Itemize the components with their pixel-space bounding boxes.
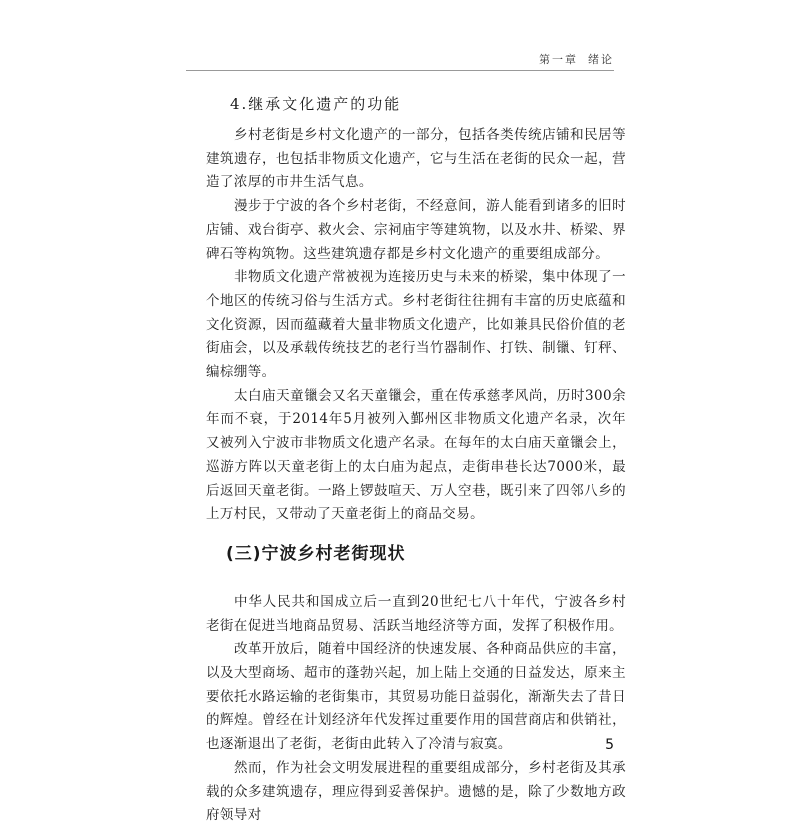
section-heading: 4.继承文化遗产的功能	[230, 95, 402, 113]
paragraph: 中华人民共和国成立后一直到20世纪七八十年代，宁波各乡村老街在促进当地商品贸易、活跃当地经济等方面，发挥了积极作用。	[206, 593, 626, 634]
page-number: 5	[605, 737, 614, 753]
page-body	[206, 90, 626, 828]
chapter-heading: (三)宁波乡村老街现状	[226, 543, 406, 564]
running-head-chapter: 第一章	[539, 53, 578, 66]
paragraph: 非物质文化遗产常被视为连接历史与未来的桥梁，集中体现了一个地区的传统习俗与生活方式。乡村老街往往拥有丰富的历史底蕴和文化资源，因而蕴藏着大量非物质文化遗产，比如兼具民俗价值的老街庙会，以及承载传统技艺的老行当竹器制作、打铁、制镴、钉秤、编棕绷等。	[206, 269, 626, 381]
paragraph: 太白庙天童镴会又名天童镴会，重在传承慈孝风尚，历时300余年而不衰，于2014年5月被列入鄞州区非物质文化遗产名录，次年又被列入宁波市非物质文化遗产名录。在每年的太白庙天童镴会上，巡游方阵以天童老街上的太白庙为起点，走街串巷长达7000米，最后返回天童老街。一路上锣鼓喧天、万人空巷，既引来了四邻八乡的上万村民，又带动了天童老街上的商品交易。	[206, 387, 626, 523]
running-head	[529, 51, 614, 67]
paragraph: 乡村老街是乡村文化遗产的一部分，包括各类传统店铺和民居等建筑遗存，也包括非物质文化遗产，它与生活在老街的民众一起，营造了浓厚的市井生活气息。	[206, 127, 626, 191]
header-rule	[186, 70, 614, 71]
paragraph: 改革开放后，随着中国经济的快速发展、各种商品供应的丰富，以及大型商场、超市的蓬勃兴起，加上陆上交通的日益发达，原来主要依托水路运输的老街集市，其贸易功能日益弱化，渐渐失去了昔日的辉煌。曾经在计划经济年代发挥过重要作用的国营商店和供销社，也逐渐退出了老街，老街由此转入了冷清与寂寞。	[206, 641, 626, 753]
paragraph: 然而，作为社会文明发展进程的重要组成部分，乡村老街及其承载的众多建筑遗存，理应得到妥善保护。遗憾的是，除了少数地方政府领导对	[206, 759, 626, 824]
running-head-title: 绪论	[588, 53, 614, 66]
paragraph: 漫步于宁波的各个乡村老街，不经意间，游人能看到诸多的旧时店铺、戏台街亭、救火会、宗祠庙宇等建筑物，以及水井、桥梁、界碑石等构筑物。这些建筑遗存都是乡村文化遗产的重要组成部分。	[206, 198, 626, 262]
